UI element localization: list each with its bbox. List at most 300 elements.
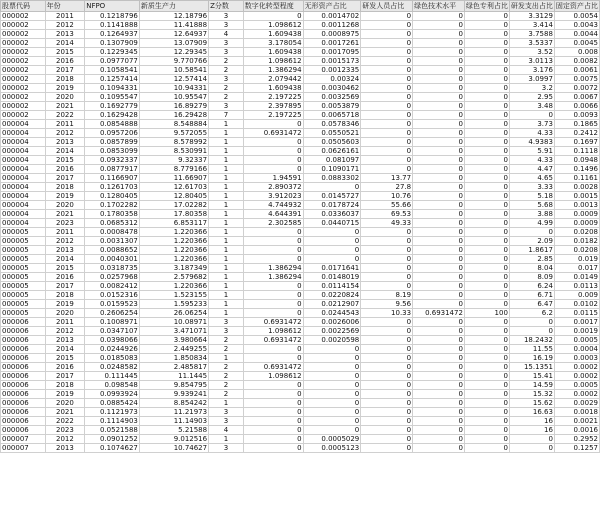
table-cell[interactable]: 000005	[1, 246, 46, 255]
table-cell[interactable]: 0.1257414	[85, 75, 140, 84]
table-cell[interactable]: 0.0017095	[303, 48, 361, 57]
table-cell[interactable]: 000004	[1, 192, 46, 201]
table-cell[interactable]: 0.0208	[554, 246, 599, 255]
table-cell[interactable]: 0	[413, 354, 465, 363]
table-cell[interactable]: 1.220366	[139, 246, 208, 255]
table-cell[interactable]: 0	[464, 372, 509, 381]
header-cell[interactable]: 研发支出占比	[510, 1, 553, 10]
table-cell[interactable]: 8.779166	[139, 165, 208, 174]
table-cell[interactable]: 0.0003	[554, 354, 599, 363]
table-cell[interactable]: 0	[464, 21, 509, 30]
table-cell[interactable]: 0	[303, 399, 361, 408]
table-cell[interactable]: 2023	[45, 219, 85, 228]
table-cell[interactable]: 0	[413, 120, 465, 129]
table-cell[interactable]: 3.2	[509, 84, 554, 93]
table-cell[interactable]: 0	[413, 228, 465, 237]
table-cell[interactable]: 0.0948	[554, 156, 599, 165]
table-cell[interactable]: 000005	[1, 282, 46, 291]
table-cell[interactable]: 0.0004	[554, 345, 599, 354]
table-cell[interactable]: 9.854795	[139, 381, 208, 390]
table-cell[interactable]: 15.32	[509, 390, 554, 399]
table-cell[interactable]: 1.8617	[509, 246, 554, 255]
table-cell[interactable]: 0	[413, 129, 465, 138]
table-cell[interactable]: 2022	[45, 417, 85, 426]
table-cell[interactable]: 10.08971	[139, 318, 208, 327]
table-cell[interactable]: 0.0040301	[85, 255, 140, 264]
table-cell[interactable]: 0	[464, 165, 509, 174]
table-cell[interactable]: 0.0178724	[303, 201, 361, 210]
table-cell[interactable]: 0.0505603	[303, 138, 361, 147]
table-cell[interactable]: 0	[303, 408, 361, 417]
table-cell[interactable]: 1	[209, 291, 244, 300]
table-cell[interactable]: 0.0248582	[85, 363, 140, 372]
table-cell[interactable]: 2013	[45, 246, 85, 255]
table-cell[interactable]: 0	[361, 417, 413, 426]
table-cell[interactable]: 0.1141888	[85, 21, 140, 30]
table-cell[interactable]: 2019	[45, 390, 85, 399]
table-cell[interactable]: 10.58541	[139, 66, 208, 75]
table-cell[interactable]: 0	[361, 48, 413, 57]
table-cell[interactable]: 0	[361, 30, 413, 39]
table-cell[interactable]: 0.0005123	[303, 444, 361, 453]
table-cell[interactable]: 0	[243, 255, 303, 264]
table-cell[interactable]: 0.00324	[303, 75, 361, 84]
table-cell[interactable]: 0.0002	[554, 372, 599, 381]
table-cell[interactable]: 0	[303, 372, 361, 381]
table-cell[interactable]: 1.220366	[139, 237, 208, 246]
table-cell[interactable]: 0	[303, 390, 361, 399]
table-cell[interactable]: 0.019	[554, 255, 599, 264]
table-cell[interactable]: 16.19	[509, 354, 554, 363]
table-cell[interactable]: 0	[464, 102, 509, 111]
table-cell[interactable]: 1.386294	[243, 66, 303, 75]
table-cell[interactable]: 3	[209, 21, 244, 30]
table-cell[interactable]: 3.471071	[139, 327, 208, 336]
table-cell[interactable]: 0	[303, 228, 361, 237]
table-cell[interactable]: 3.5337	[509, 39, 554, 48]
table-cell[interactable]: 8.530991	[139, 147, 208, 156]
table-cell[interactable]: 0.0009	[554, 219, 599, 228]
table-cell[interactable]: 0	[243, 417, 303, 426]
table-cell[interactable]: 0.0932337	[85, 156, 140, 165]
table-cell[interactable]: 2	[209, 57, 244, 66]
table-cell[interactable]: 0	[361, 426, 413, 435]
table-cell[interactable]: 0	[464, 12, 509, 21]
table-cell[interactable]: 0.0088652	[85, 246, 140, 255]
table-cell[interactable]: 0.0044	[554, 30, 599, 39]
table-cell[interactable]: 0	[413, 192, 465, 201]
table-cell[interactable]: 0.0014702	[303, 12, 361, 21]
table-cell[interactable]: 2012	[45, 327, 85, 336]
table-cell[interactable]: 0	[361, 255, 413, 264]
table-cell[interactable]: 0	[464, 345, 509, 354]
table-cell[interactable]: 0	[413, 156, 465, 165]
table-cell[interactable]: 0	[361, 273, 413, 282]
table-cell[interactable]: 000004	[1, 165, 46, 174]
table-cell[interactable]: 0.1008971	[85, 318, 140, 327]
table-cell[interactable]: 0	[464, 282, 509, 291]
table-cell[interactable]: 0	[509, 444, 554, 453]
table-cell[interactable]: 0	[243, 426, 303, 435]
table-cell[interactable]: 0	[243, 354, 303, 363]
table-cell[interactable]: 0.0171641	[303, 264, 361, 273]
table-cell[interactable]: 0	[413, 426, 465, 435]
table-cell[interactable]: 0	[243, 12, 303, 21]
table-cell[interactable]: 11.41888	[139, 21, 208, 30]
table-cell[interactable]: 0.0017261	[303, 39, 361, 48]
table-cell[interactable]: 0	[243, 444, 303, 453]
table-cell[interactable]: 4.33	[509, 129, 554, 138]
table-cell[interactable]: 1	[209, 192, 244, 201]
table-cell[interactable]: 0	[361, 147, 413, 156]
table-cell[interactable]: 0	[243, 282, 303, 291]
table-cell[interactable]: 0.0853099	[85, 147, 140, 156]
table-cell[interactable]: 0	[413, 435, 465, 444]
table-cell[interactable]: 0.0957206	[85, 129, 140, 138]
table-cell[interactable]: 0	[413, 246, 465, 255]
table-cell[interactable]: 0	[413, 21, 465, 30]
table-cell[interactable]: 0.1697	[554, 138, 599, 147]
table-cell[interactable]: 1.523155	[139, 291, 208, 300]
table-cell[interactable]: 1.609438	[243, 84, 303, 93]
table-cell[interactable]: 0.1865	[554, 120, 599, 129]
table-cell[interactable]: 0	[243, 291, 303, 300]
table-cell[interactable]: 0.098548	[85, 381, 140, 390]
table-cell[interactable]: 2013	[45, 30, 85, 39]
table-cell[interactable]: 9.32337	[139, 156, 208, 165]
table-cell[interactable]: 0.0093	[554, 111, 599, 120]
table-cell[interactable]: 0	[464, 75, 509, 84]
table-cell[interactable]: 0.0066	[554, 102, 599, 111]
table-cell[interactable]: 9.012516	[139, 435, 208, 444]
table-cell[interactable]: 0	[361, 390, 413, 399]
table-cell[interactable]: 0	[464, 201, 509, 210]
table-cell[interactable]: 2021	[45, 408, 85, 417]
table-cell[interactable]: 1	[209, 120, 244, 129]
table-cell[interactable]: 12.18796	[139, 12, 208, 21]
table-cell[interactable]: 000005	[1, 309, 46, 318]
table-cell[interactable]: 0.0022569	[303, 327, 361, 336]
table-cell[interactable]: 0	[243, 147, 303, 156]
table-cell[interactable]: 2017	[45, 372, 85, 381]
table-cell[interactable]: 0	[464, 363, 509, 372]
table-cell[interactable]: 0	[509, 327, 554, 336]
table-cell[interactable]: 0	[464, 336, 509, 345]
header-cell[interactable]: 绿色技术水平	[413, 1, 465, 12]
table-cell[interactable]: 10.76	[361, 192, 413, 201]
table-cell[interactable]: 0.0854888	[85, 120, 140, 129]
table-cell[interactable]: 2.397895	[243, 102, 303, 111]
table-cell[interactable]: 1	[209, 174, 244, 183]
table-cell[interactable]: 3	[209, 75, 244, 84]
table-cell[interactable]: 2023	[45, 426, 85, 435]
table-cell[interactable]: 0	[303, 381, 361, 390]
table-cell[interactable]: 5.91	[509, 147, 554, 156]
table-cell[interactable]: 2.485817	[139, 363, 208, 372]
table-cell[interactable]: 2022	[45, 111, 85, 120]
table-cell[interactable]: 0	[464, 228, 509, 237]
table-cell[interactable]: 1.220366	[139, 282, 208, 291]
table-cell[interactable]: 17.80358	[139, 210, 208, 219]
table-cell[interactable]: 13.07909	[139, 39, 208, 48]
table-cell[interactable]: 000007	[1, 444, 46, 453]
table-cell[interactable]: 2	[209, 372, 244, 381]
header-cell[interactable]: 年份	[45, 1, 85, 12]
table-cell[interactable]: 0	[243, 390, 303, 399]
table-cell[interactable]: 0	[361, 111, 413, 120]
table-cell[interactable]: 0	[243, 237, 303, 246]
table-cell[interactable]: 10.95547	[139, 93, 208, 102]
table-cell[interactable]: 0	[464, 192, 509, 201]
table-cell[interactable]: 49.33	[361, 219, 413, 228]
table-cell[interactable]: 0	[413, 291, 465, 300]
table-cell[interactable]: 0.0336037	[303, 210, 361, 219]
table-cell[interactable]: 000002	[1, 66, 46, 75]
table-cell[interactable]: 0.0061	[554, 66, 599, 75]
table-cell[interactable]: 0.111445	[85, 372, 140, 381]
table-cell[interactable]: 0	[361, 408, 413, 417]
table-cell[interactable]: 1	[209, 237, 244, 246]
table-cell[interactable]: 000002	[1, 21, 46, 30]
table-cell[interactable]: 0	[361, 327, 413, 336]
table-cell[interactable]: 3.48	[509, 102, 554, 111]
table-cell[interactable]: 2017	[45, 282, 85, 291]
table-cell[interactable]: 0	[243, 345, 303, 354]
table-cell[interactable]: 3.0113	[509, 57, 554, 66]
table-cell[interactable]: 3	[209, 444, 244, 453]
table-cell[interactable]: 0	[413, 12, 465, 21]
table-cell[interactable]: 2011	[45, 228, 85, 237]
table-cell[interactable]: 2	[209, 345, 244, 354]
table-cell[interactable]: 16.29428	[139, 111, 208, 120]
table-cell[interactable]: 000004	[1, 129, 46, 138]
table-cell[interactable]: 2	[209, 390, 244, 399]
table-cell[interactable]: 0.0045	[554, 39, 599, 48]
table-cell[interactable]: 27.8	[361, 183, 413, 192]
table-cell[interactable]: 0.1257	[554, 444, 599, 453]
table-cell[interactable]: 4.744932	[243, 201, 303, 210]
table-cell[interactable]: 15.1351	[509, 363, 554, 372]
table-cell[interactable]: 2015	[45, 264, 85, 273]
table-cell[interactable]: 0	[413, 399, 465, 408]
table-cell[interactable]: 2016	[45, 363, 85, 372]
table-cell[interactable]: 0.1161	[554, 174, 599, 183]
table-cell[interactable]: 000002	[1, 84, 46, 93]
table-cell[interactable]: 0.1058541	[85, 66, 140, 75]
table-cell[interactable]: 0	[243, 156, 303, 165]
table-cell[interactable]: 000006	[1, 417, 46, 426]
table-cell[interactable]: 5.21588	[139, 426, 208, 435]
table-cell[interactable]: 0.0152316	[85, 291, 140, 300]
table-cell[interactable]: 2020	[45, 309, 85, 318]
table-cell[interactable]: 0	[509, 228, 554, 237]
table-cell[interactable]: 2017	[45, 66, 85, 75]
table-cell[interactable]: 1	[209, 183, 244, 192]
table-cell[interactable]: 0	[413, 282, 465, 291]
table-cell[interactable]: 000002	[1, 93, 46, 102]
table-cell[interactable]: 0.0113	[554, 282, 599, 291]
table-cell[interactable]: 8.548884	[139, 120, 208, 129]
table-cell[interactable]: 0	[413, 444, 465, 453]
table-cell[interactable]: 0.0148019	[303, 273, 361, 282]
table-cell[interactable]: 0	[413, 345, 465, 354]
table-cell[interactable]: 0.1218796	[85, 12, 140, 21]
table-cell[interactable]: 0.0440715	[303, 219, 361, 228]
table-cell[interactable]: 0.0102	[554, 300, 599, 309]
table-cell[interactable]: 0	[303, 363, 361, 372]
table-cell[interactable]: 2020	[45, 399, 85, 408]
table-cell[interactable]: 0.0257968	[85, 273, 140, 282]
table-cell[interactable]: 000004	[1, 210, 46, 219]
table-cell[interactable]: 2	[209, 93, 244, 102]
table-cell[interactable]: 0.0018	[554, 408, 599, 417]
table-cell[interactable]: 0	[464, 183, 509, 192]
table-cell[interactable]: 000005	[1, 237, 46, 246]
table-cell[interactable]: 1.609438	[243, 30, 303, 39]
table-cell[interactable]: 0.0028	[554, 183, 599, 192]
table-cell[interactable]: 0	[303, 237, 361, 246]
table-cell[interactable]: 0	[413, 264, 465, 273]
table-cell[interactable]: 000006	[1, 381, 46, 390]
table-cell[interactable]: 0	[361, 120, 413, 129]
table-cell[interactable]: 0	[413, 381, 465, 390]
table-cell[interactable]: 1	[209, 354, 244, 363]
table-cell[interactable]: 0.1629428	[85, 111, 140, 120]
table-cell[interactable]: 0	[464, 30, 509, 39]
table-cell[interactable]: 0	[361, 39, 413, 48]
table-cell[interactable]: 0.1118	[554, 147, 599, 156]
table-cell[interactable]: 0	[464, 129, 509, 138]
table-cell[interactable]: 000007	[1, 435, 46, 444]
table-cell[interactable]: 0.0685312	[85, 219, 140, 228]
table-cell[interactable]: 2012	[45, 21, 85, 30]
table-cell[interactable]: 0	[464, 300, 509, 309]
header-cell[interactable]: 无形资产占比	[303, 1, 361, 12]
table-cell[interactable]: 1.94591	[243, 174, 303, 183]
table-cell[interactable]: 0	[361, 228, 413, 237]
table-cell[interactable]: 0.1280405	[85, 192, 140, 201]
table-cell[interactable]: 0.0005	[554, 381, 599, 390]
table-cell[interactable]: 0	[464, 39, 509, 48]
table-cell[interactable]: 000004	[1, 201, 46, 210]
table-cell[interactable]: 9.56	[361, 300, 413, 309]
table-cell[interactable]: 0.081097	[303, 156, 361, 165]
table-cell[interactable]: 0	[464, 66, 509, 75]
table-cell[interactable]: 0	[464, 390, 509, 399]
table-cell[interactable]: 0.0053879	[303, 102, 361, 111]
table-cell[interactable]: 0	[303, 246, 361, 255]
table-cell[interactable]: 0	[361, 21, 413, 30]
table-cell[interactable]: 11.1445	[139, 372, 208, 381]
table-cell[interactable]: 0.0067	[554, 93, 599, 102]
table-cell[interactable]: 0.0208	[554, 228, 599, 237]
table-cell[interactable]: 0	[464, 381, 509, 390]
table-cell[interactable]: 2019	[45, 192, 85, 201]
table-cell[interactable]: 0	[361, 345, 413, 354]
table-cell[interactable]: 0.1114903	[85, 417, 140, 426]
table-cell[interactable]: 0	[361, 12, 413, 21]
table-cell[interactable]: 0	[361, 57, 413, 66]
table-cell[interactable]: 26.06254	[139, 309, 208, 318]
header-cell[interactable]: 绿色专利占比	[465, 1, 508, 10]
table-cell[interactable]: 000002	[1, 57, 46, 66]
table-cell[interactable]: 100	[464, 309, 509, 318]
table-cell[interactable]: 0	[413, 111, 465, 120]
table-cell[interactable]: 000005	[1, 264, 46, 273]
table-cell[interactable]: 2015	[45, 48, 85, 57]
table-cell[interactable]: 0	[413, 363, 465, 372]
table-cell[interactable]: 0.6931472	[413, 309, 465, 318]
table-cell[interactable]: 0.0626161	[303, 147, 361, 156]
table-cell[interactable]: 1.220366	[139, 228, 208, 237]
table-cell[interactable]: 69.53	[361, 210, 413, 219]
table-cell[interactable]: 0.0901252	[85, 435, 140, 444]
table-cell[interactable]: 0	[509, 111, 554, 120]
table-cell[interactable]: 0	[361, 165, 413, 174]
table-cell[interactable]: 2	[209, 336, 244, 345]
table-cell[interactable]: 0	[303, 354, 361, 363]
table-cell[interactable]: 2017	[45, 174, 85, 183]
table-cell[interactable]: 1.098612	[243, 327, 303, 336]
table-cell[interactable]: 2021	[45, 210, 85, 219]
table-cell[interactable]: 0	[361, 363, 413, 372]
table-cell[interactable]: 3	[209, 417, 244, 426]
table-cell[interactable]: 0.1702282	[85, 201, 140, 210]
table-cell[interactable]: 3.88	[509, 210, 554, 219]
table-cell[interactable]: 2018	[45, 183, 85, 192]
table-cell[interactable]: 0	[464, 237, 509, 246]
table-cell[interactable]: 0.2606254	[85, 309, 140, 318]
table-cell[interactable]: 11.66907	[139, 174, 208, 183]
table-cell[interactable]: 16.63	[509, 408, 554, 417]
table-cell[interactable]: 0	[361, 399, 413, 408]
table-cell[interactable]: 11.55	[509, 345, 554, 354]
table-cell[interactable]: 0	[464, 120, 509, 129]
table-cell[interactable]: 0.0065718	[303, 111, 361, 120]
table-cell[interactable]: 0	[243, 381, 303, 390]
table-cell[interactable]: 0	[464, 318, 509, 327]
table-cell[interactable]: 0	[413, 48, 465, 57]
table-cell[interactable]: 2018	[45, 381, 85, 390]
table-cell[interactable]: 000006	[1, 372, 46, 381]
table-cell[interactable]: 0	[413, 93, 465, 102]
table-cell[interactable]: 0	[361, 444, 413, 453]
table-cell[interactable]: 0	[464, 48, 509, 57]
table-cell[interactable]: 4.65	[509, 174, 554, 183]
table-cell[interactable]: 12.80405	[139, 192, 208, 201]
table-cell[interactable]: 0	[243, 399, 303, 408]
table-cell[interactable]: 2011	[45, 318, 85, 327]
table-cell[interactable]: 0	[413, 39, 465, 48]
table-cell[interactable]: 0.0054	[554, 12, 599, 21]
table-cell[interactable]: 3	[209, 318, 244, 327]
table-cell[interactable]: 0	[243, 138, 303, 147]
table-cell[interactable]: 000006	[1, 318, 46, 327]
table-cell[interactable]: 0.0026006	[303, 318, 361, 327]
table-cell[interactable]: 0	[243, 300, 303, 309]
table-cell[interactable]: 0.0398066	[85, 336, 140, 345]
table-cell[interactable]: 0.0029	[554, 399, 599, 408]
table-cell[interactable]: 0	[413, 138, 465, 147]
table-cell[interactable]: 2.09	[509, 237, 554, 246]
table-cell[interactable]: 2021	[45, 102, 85, 111]
table-cell[interactable]: 0.0521588	[85, 426, 140, 435]
table-cell[interactable]: 000002	[1, 111, 46, 120]
table-cell[interactable]: 0.0114154	[303, 282, 361, 291]
table-cell[interactable]: 000002	[1, 75, 46, 84]
table-cell[interactable]: 0.0043	[554, 21, 599, 30]
table-cell[interactable]: 0.0075	[554, 75, 599, 84]
